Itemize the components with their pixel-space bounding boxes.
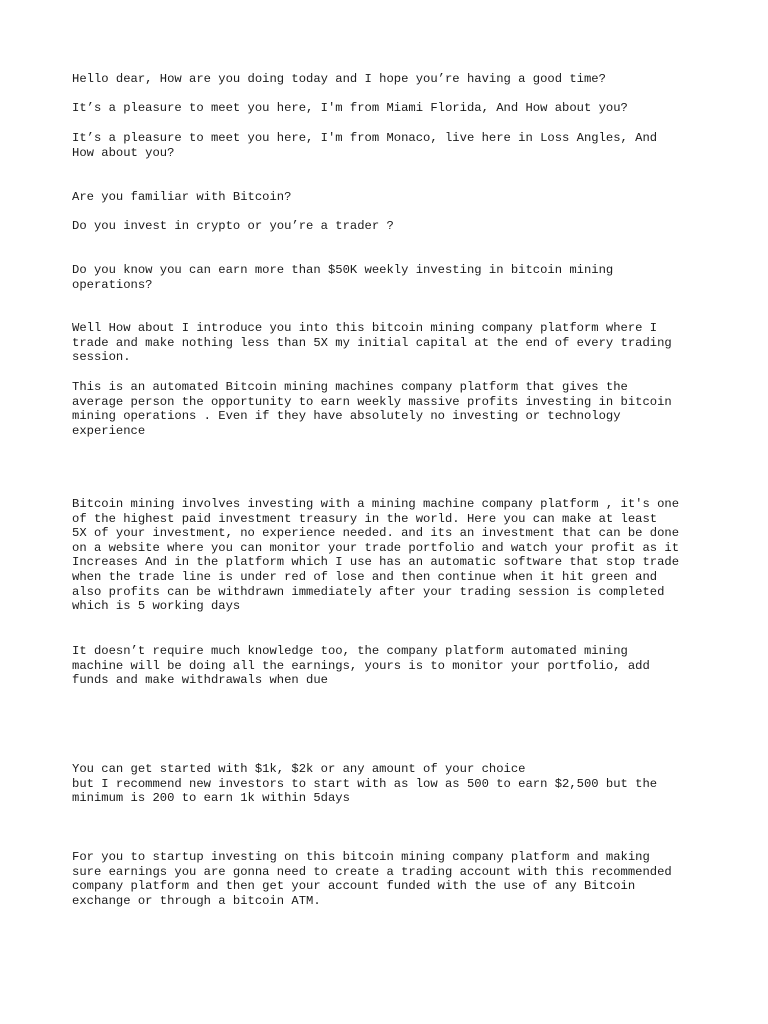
paragraph-bitcoin-question: Are you familiar with Bitcoin?	[72, 190, 292, 204]
paragraph-earn-question: Do you know you can earn more than $50K weekly investing in bitcoin mining operations?	[72, 263, 614, 292]
paragraph-knowledge: It doesn’t require much knowledge too, the company platform automated mining machine will be doing all the earnings, yours is to monitor your portfolio, add funds and make withdrawals when due	[72, 644, 650, 688]
paragraph-greeting: Hello dear, How are you doing today and I hope you’re having a good time?	[72, 72, 606, 86]
paragraph-platform-intro: Well How about I introduce you into this bitcoin mining company platform where I trade and make nothing less than 5X my initial capital at the end of every trading session.	[72, 321, 672, 365]
paragraph-mining-details: Bitcoin mining involves investing with a mining machine company platform , it's one of the highest paid investment treasury in the world. Here you can make at least 5X of your investment, no experience needed. and its an investment that can be done on a website where you can monitor your trade portfolio and watch your profit as it Increases And in the platform which I use has an automatic software that stop trade when the trade line is under red of lose and then continue when it hit green and also profits can be withdrawn immediately after your trading session is completed which is 5 working days	[72, 497, 680, 614]
paragraph-getting-started: You can get started with $1k, $2k or any amount of your choice but I recommend new investors to start with as low as 500 to earn $2,500 but the minimum is 200 to earn 1k within 5days	[72, 762, 658, 806]
paragraph-crypto-question: Do you invest in crypto or you’re a trader ?	[72, 219, 394, 233]
paragraph-intro-miami: It’s a pleasure to meet you here, I'm from Miami Florida, And How about you?	[72, 101, 628, 115]
paragraph-startup-instructions: For you to startup investing on this bitcoin mining company platform and making sure earnings you are gonna need to create a trading account with this recommended company platform and then get your account funded with the use of any Bitcoin exchange or through a bitcoin ATM.	[72, 850, 672, 908]
paragraph-intro-monaco: It’s a pleasure to meet you here, I'm from Monaco, live here in Loss Angles, And How about you?	[72, 131, 658, 160]
paragraph-platform-description: This is an automated Bitcoin mining machines company platform that gives the average person the opportunity to earn weekly massive profits investing in bitcoin mining operations . Even if they have absolutely no investing or technology experience	[72, 380, 672, 438]
